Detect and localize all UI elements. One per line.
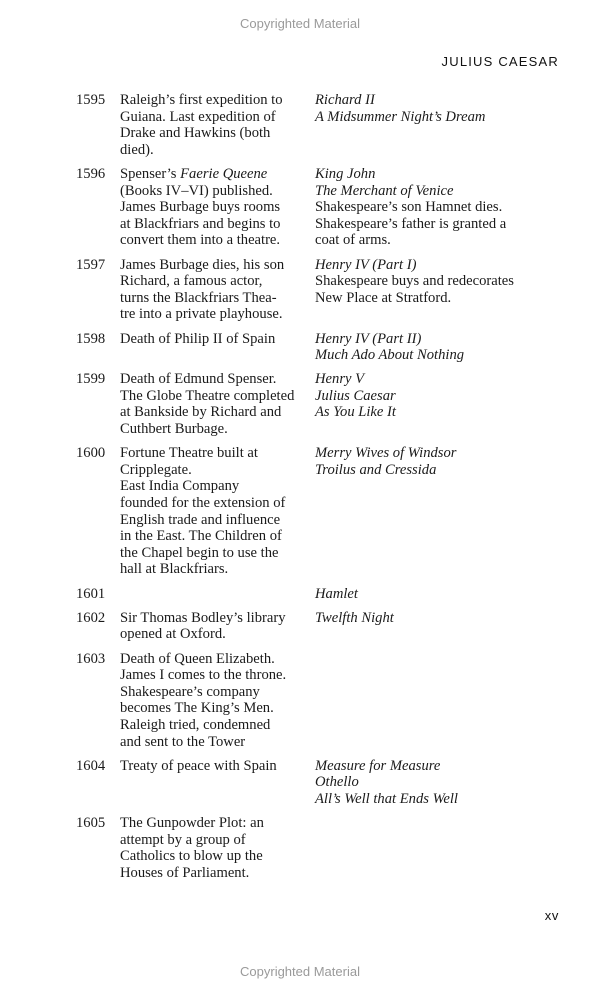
row-year: 1596 (76, 165, 106, 182)
life-event-line: Shakespeare buys and redecorates (315, 273, 514, 290)
life-event-line: Shakespeare’s father is granted a (315, 215, 507, 232)
row-historical-events (120, 371, 315, 437)
row-historical-events (120, 445, 315, 578)
event-line: Death of Edmund Spenser. (120, 371, 277, 388)
play-title: Richard II (315, 92, 375, 108)
chronology-row (76, 758, 566, 808)
event-line: James I comes to the throne. (120, 667, 287, 684)
event-line: tre into a private playhouse. (120, 306, 283, 323)
event-line: Cuthbert Burbage. (120, 421, 228, 438)
event-line: Death of Queen Elizabeth. (120, 650, 275, 667)
event-line: attempt by a group of (120, 831, 246, 848)
row-shakespeare-works (315, 331, 566, 364)
row-shakespeare-works (315, 92, 566, 158)
watermark-bottom: Copyrighted Material (240, 964, 360, 979)
row-year: 1597 (76, 256, 106, 273)
chronology-row (76, 610, 566, 643)
row-year: 1595 (76, 92, 106, 108)
play-title: Henry IV (Part II) (315, 330, 422, 347)
chronology-row (76, 371, 566, 437)
event-line: The Globe Theatre completed (120, 387, 295, 404)
row-shakespeare-works (315, 371, 566, 437)
play-title: Much Ado About Nothing (315, 347, 465, 364)
chronology-table (76, 92, 566, 889)
event-line: the Chapel begin to use the (120, 544, 279, 561)
event-line: Richard, a famous actor, (120, 273, 263, 290)
play-title: Henry IV (Part I) (315, 256, 417, 273)
play-title: King John (315, 165, 376, 182)
event-line: becomes The King’s Men. (120, 700, 274, 717)
row-historical-events (120, 586, 315, 603)
row-historical-events (120, 610, 315, 643)
row-historical-events (120, 257, 315, 323)
play-title: A Midsummer Night’s Dream (315, 108, 486, 125)
event-line: at Bankside by Richard and (120, 404, 282, 421)
event-line: James Burbage buys rooms (120, 199, 281, 216)
row-shakespeare-works (315, 586, 566, 603)
event-line: opened at Oxford. (120, 626, 226, 643)
event-line: Death of Philip II of Spain (120, 330, 276, 347)
chronology-row (76, 586, 566, 603)
row-shakespeare-works (315, 651, 566, 751)
row-year: 1603 (76, 650, 106, 667)
play-title: As You Like It (315, 404, 396, 421)
row-historical-events (120, 758, 315, 808)
chronology-row (76, 92, 566, 158)
event-line: (Books IV–VI) published. (120, 182, 273, 199)
event-line: Shakespeare’s company (120, 683, 260, 700)
row-shakespeare-works (315, 815, 566, 881)
row-shakespeare-works (315, 445, 566, 578)
event-line: founded for the extension of (120, 495, 286, 512)
row-shakespeare-works (315, 257, 566, 323)
row-year: 1599 (76, 371, 106, 388)
event-line: convert them into a theatre. (120, 232, 281, 249)
row-year: 1601 (76, 585, 106, 602)
chronology-row (76, 257, 566, 323)
row-historical-events (120, 331, 315, 364)
event-line: in the East. The Children of (120, 528, 282, 545)
row-year: 1600 (76, 445, 106, 462)
play-title: Measure for Measure (315, 757, 441, 774)
event-line: The Gunpowder Plot: an (120, 815, 264, 832)
event-line: Raleigh tried, condemned (120, 716, 271, 733)
event-line: Raleigh’s first expedition to (120, 92, 283, 108)
play-title: Othello (315, 774, 359, 791)
row-historical-events (120, 651, 315, 751)
play-title: Hamlet (315, 585, 358, 602)
event-line: English trade and influence (120, 511, 281, 528)
event-line: Catholics to blow up the (120, 848, 263, 865)
chronology-row (76, 166, 566, 249)
chronology-row (76, 815, 566, 881)
event-line: East India Company (120, 478, 240, 495)
play-title: Merry Wives of Windsor (315, 445, 457, 462)
row-year: 1598 (76, 330, 106, 347)
event-line: died). (120, 141, 154, 158)
event-line: Spenser’s Faerie Queene (120, 165, 268, 182)
event-line: Cripplegate. (120, 461, 192, 478)
life-event-line: Shakespeare’s son Hamnet dies. (315, 199, 503, 216)
event-line: Houses of Parliament. (120, 864, 250, 881)
row-historical-events (120, 166, 315, 249)
chronology-row (76, 651, 566, 751)
event-line: and sent to the Tower (120, 733, 246, 750)
life-event-line: coat of arms. (315, 232, 391, 249)
event-line: Treaty of peace with Spain (120, 757, 277, 774)
play-title: Henry V (315, 371, 365, 388)
play-title: Julius Caesar (315, 387, 396, 404)
event-line: turns the Blackfriars Thea- (120, 289, 277, 306)
event-line: at Blackfriars and begins to (120, 215, 281, 232)
play-title: Troilus and Cressida (315, 461, 437, 478)
event-line: Fortune Theatre built at (120, 445, 258, 462)
chronology-row (76, 331, 566, 364)
play-title: Twelfth Night (315, 609, 394, 626)
row-year: 1604 (76, 757, 106, 774)
row-historical-events (120, 92, 315, 158)
book-title: Faerie Queene (180, 165, 268, 182)
play-title: The Merchant of Venice (315, 182, 454, 199)
page-number: xv (544, 908, 559, 923)
row-historical-events (120, 815, 315, 881)
chronology-row (76, 445, 566, 578)
watermark-top: Copyrighted Material (240, 16, 360, 31)
row-shakespeare-works (315, 758, 566, 808)
event-line: Sir Thomas Bodley’s library (120, 609, 286, 626)
life-event-line: New Place at Stratford. (315, 289, 452, 306)
event-line: Guiana. Last expedition of (120, 108, 276, 125)
row-year: 1602 (76, 609, 106, 626)
event-line: James Burbage dies, his son (120, 256, 285, 273)
row-shakespeare-works (315, 166, 566, 249)
row-year: 1605 (76, 815, 106, 832)
row-shakespeare-works (315, 610, 566, 643)
running-head: JULIUS CAESAR (441, 54, 559, 69)
event-line: hall at Blackfriars. (120, 561, 229, 578)
play-title: All’s Well that Ends Well (315, 790, 458, 807)
event-line: Drake and Hawkins (both (120, 125, 271, 142)
